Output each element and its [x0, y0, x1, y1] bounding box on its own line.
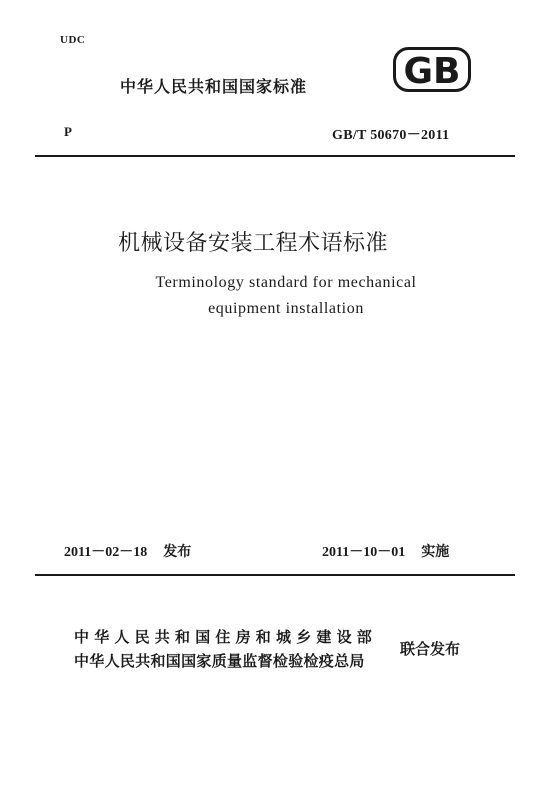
classification-code: P — [64, 124, 72, 139]
top-rule-divider — [35, 155, 515, 157]
english-title — [96, 270, 476, 322]
issuing-authority-title: 中华人民共和国国家标准 — [120, 77, 308, 96]
implementation-date: 2011－10－01 — [322, 545, 406, 560]
issuing-bodies — [74, 625, 377, 673]
udc-label: UDC — [60, 34, 86, 46]
gb-logo — [393, 47, 471, 92]
issue-date: 2011－02－18 — [64, 545, 148, 560]
implementation-date-block — [322, 541, 449, 561]
issue-date-block — [64, 541, 191, 561]
issuer-ministry-housing: 中华人民共和国住房和城乡建设部 — [74, 628, 378, 646]
bottom-rule-divider — [35, 574, 515, 576]
issuer-aqsiq: 中华人民共和国国家质量监督检验检疫总局 — [74, 652, 365, 670]
gb-logo-text: GB — [403, 51, 461, 92]
issue-label: 发布 — [163, 544, 192, 560]
english-title-line-1: Terminology standard for mechanical — [155, 274, 417, 291]
standard-number: GB/T 50670－2011 — [332, 128, 450, 143]
implementation-label: 实施 — [421, 544, 450, 560]
chinese-title: 机械设备安装工程术语标准 — [118, 231, 389, 256]
english-title-line-2: equipment installation — [208, 300, 364, 317]
joint-issue-label: 联合发布 — [400, 640, 461, 658]
